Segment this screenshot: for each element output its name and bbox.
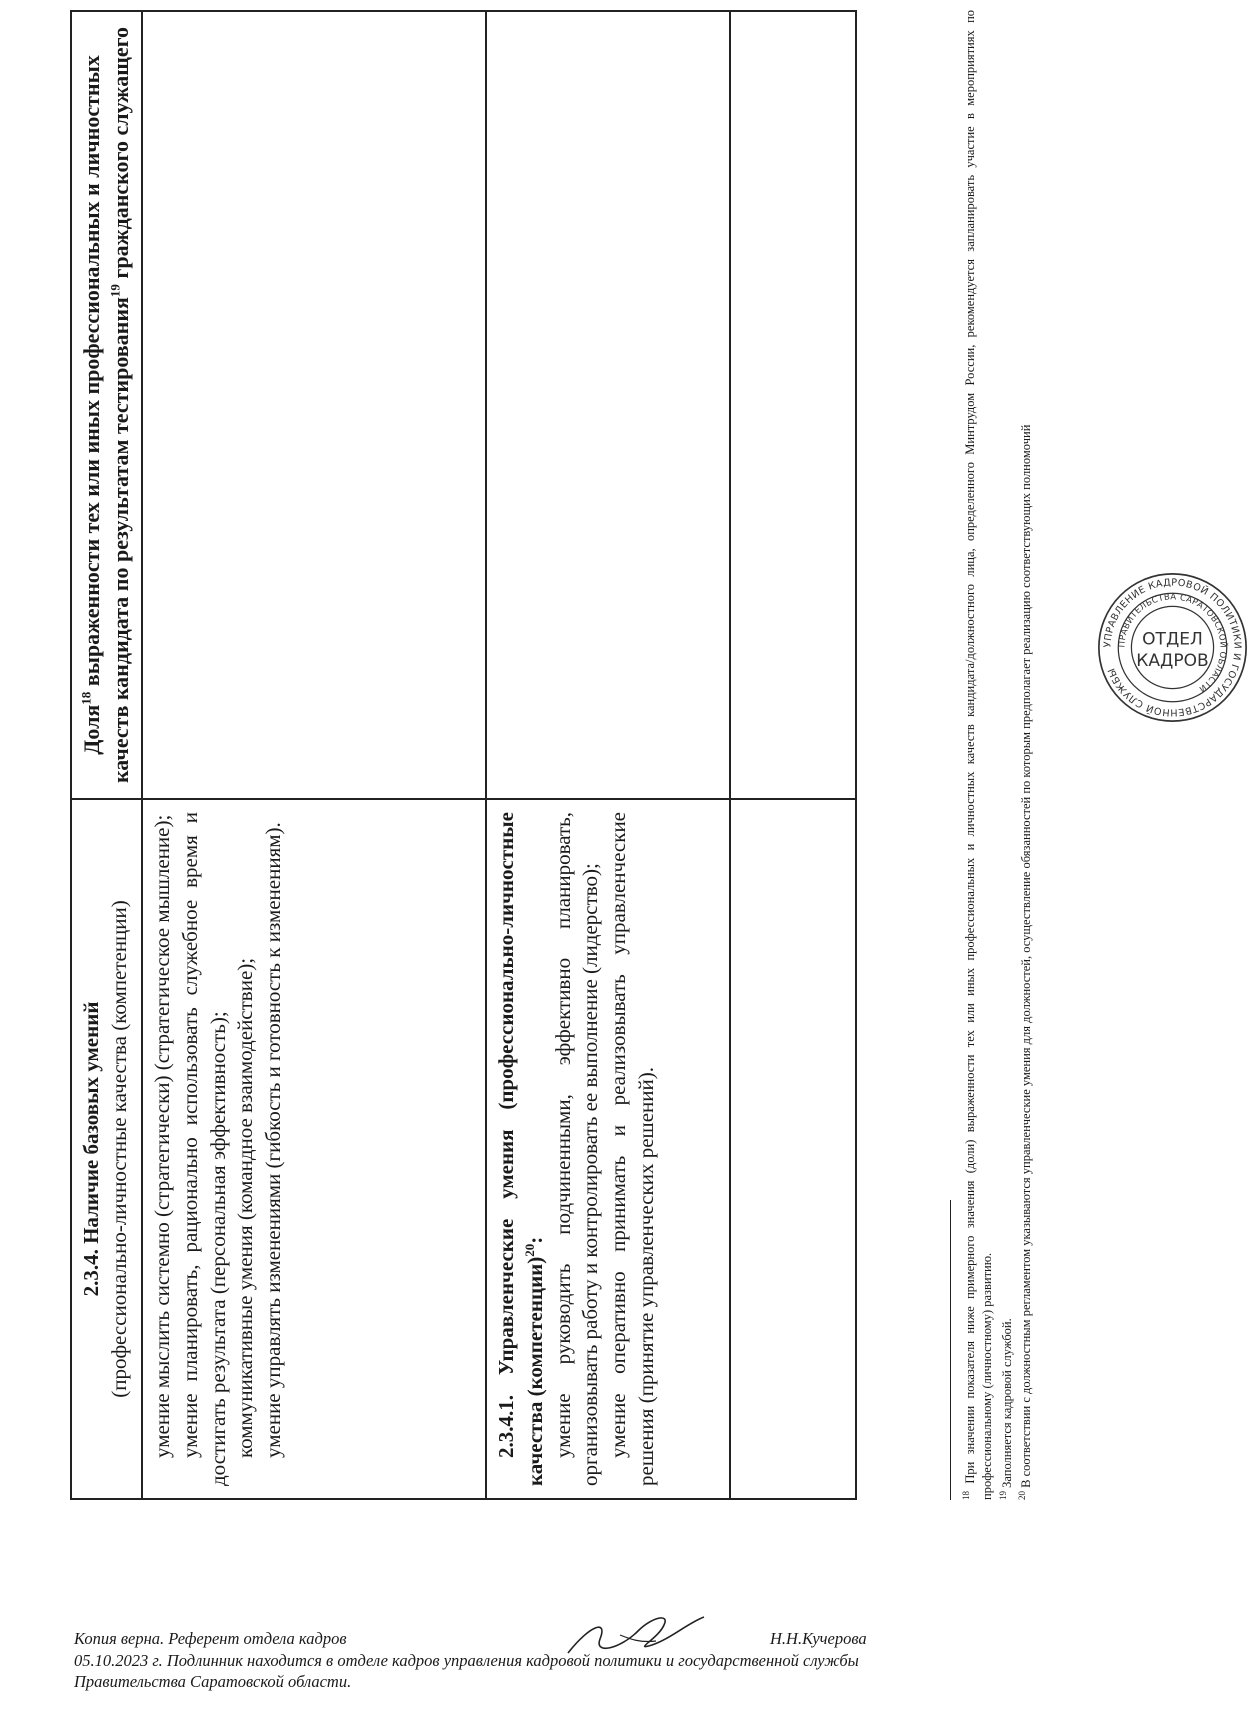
- stamp-graphic: [1095, 570, 1250, 725]
- footnote-ref-20: 20: [521, 1243, 537, 1257]
- management-skills-cell: [486, 799, 730, 1499]
- skill-item: умение мыслить системно (стратегически) (стратегическое мышление);: [150, 814, 175, 1458]
- header-subtitle: (профессионально-личностные качества (компетенции): [106, 900, 131, 1398]
- skill-item: умение оперативно принимать и реализовывать управленческие решения (принятие управленческих решений).: [606, 812, 658, 1486]
- footnote-text: При значении показателя ниже примерного значения (доли) выраженности тех или иных профессиональных и личностных качеств кандидата/должностного лица, определенного Минтрудом России, рекомендуется запланировать участие в мероприятиях по профессиональному (личностному) развитию.: [963, 9, 995, 1500]
- header-title: 2.3.4. Наличие базовых умений: [79, 1001, 103, 1297]
- certification-line2: 05.10.2023 г. Подлинник находится в отделе кадров управления кадровой политики и государственной службы: [74, 1651, 859, 1670]
- stamp-center-line2: КАДРОВ: [1136, 651, 1209, 672]
- empty-value-cell: [486, 11, 730, 799]
- section-title-text: 2.3.4.1. Управленческие умения (профессионально-личностные качества (компетенции): [494, 812, 547, 1486]
- stamp-inner-text: ПРАВИТЕЛЬСТВА САРАТОВСКОЙ ОБЛАСТИ: [1117, 592, 1228, 694]
- header-cell-competencies: [71, 799, 142, 1499]
- footnote-20: [1016, 10, 1035, 1500]
- section-title: [493, 812, 549, 1486]
- skill-item: коммуникативные умения (командное взаимодействие);: [233, 957, 258, 1458]
- empty-value-cell: [142, 11, 486, 799]
- stamp-center-line1: ОТДЕЛ: [1142, 629, 1203, 650]
- certification-line3: Правительства Саратовской области.: [74, 1672, 352, 1692]
- footnote-ref-18: 18: [78, 691, 94, 705]
- section-colon: :: [522, 1236, 547, 1244]
- footnote-text: Заполняется кадровой службой.: [999, 1318, 1014, 1488]
- footnote-mark: 19: [997, 1491, 1008, 1500]
- footnote-text: В соответствии с должностным регламентом указываются управленческие умения для должностей, осуществление обязанностей по которым предполагает реализацию соответствующих полномочий: [1019, 424, 1034, 1488]
- footnote-divider: [950, 1200, 951, 1500]
- share-header-a: Доля: [79, 704, 104, 755]
- empty-cell: [730, 11, 856, 799]
- skill-item: умение управлять изменениями (гибкость и готовность к изменениям).: [261, 822, 286, 1458]
- signatory-name: Н.Н.Кучерова: [770, 1629, 867, 1648]
- certification-copy: Копия верна. Референт отдела кадров: [74, 1629, 347, 1648]
- certification-note: [74, 1628, 1164, 1693]
- certification-line1: [74, 1628, 1164, 1650]
- table-header-row: [71, 11, 142, 1499]
- footnote-19: [997, 10, 1016, 1500]
- footnote-mark: 18: [961, 1491, 971, 1500]
- skill-item: умение планировать, рационально использовать служебное время и достигать результата (персональная эффективность);: [177, 812, 230, 1486]
- rotated-page: [30, 0, 1100, 1560]
- skill-item: умение руководить подчиненными, эффективно планировать, организовывать работу и контролировать ее выполнение (лидерство);: [550, 812, 603, 1486]
- footnote-mark: 20: [1017, 1491, 1028, 1500]
- footnote-ref-19: 19: [107, 284, 123, 298]
- share-header-b: выраженности тех или иных профессиональных и личностных качеств кандидата по результатам тестирования: [79, 55, 133, 784]
- table-row: [486, 11, 730, 1499]
- table-row: [730, 11, 856, 1499]
- basic-skills-cell: [142, 799, 486, 1499]
- footnotes: [960, 10, 1035, 1500]
- footnote-18: [960, 10, 997, 1500]
- official-stamp: [1095, 570, 1250, 725]
- table-row: [142, 11, 486, 1499]
- header-cell-share: [71, 11, 142, 799]
- empty-cell: [730, 799, 856, 1499]
- competencies-table: [70, 10, 857, 1500]
- stamp-outer-text: УПРАВЛЕНИЕ КАДРОВОЙ ПОЛИТИКИ И ГОСУДАРСТВЕННОЙ СЛУЖБЫ: [1102, 577, 1243, 718]
- share-header-c: гражданского служащего: [107, 26, 133, 285]
